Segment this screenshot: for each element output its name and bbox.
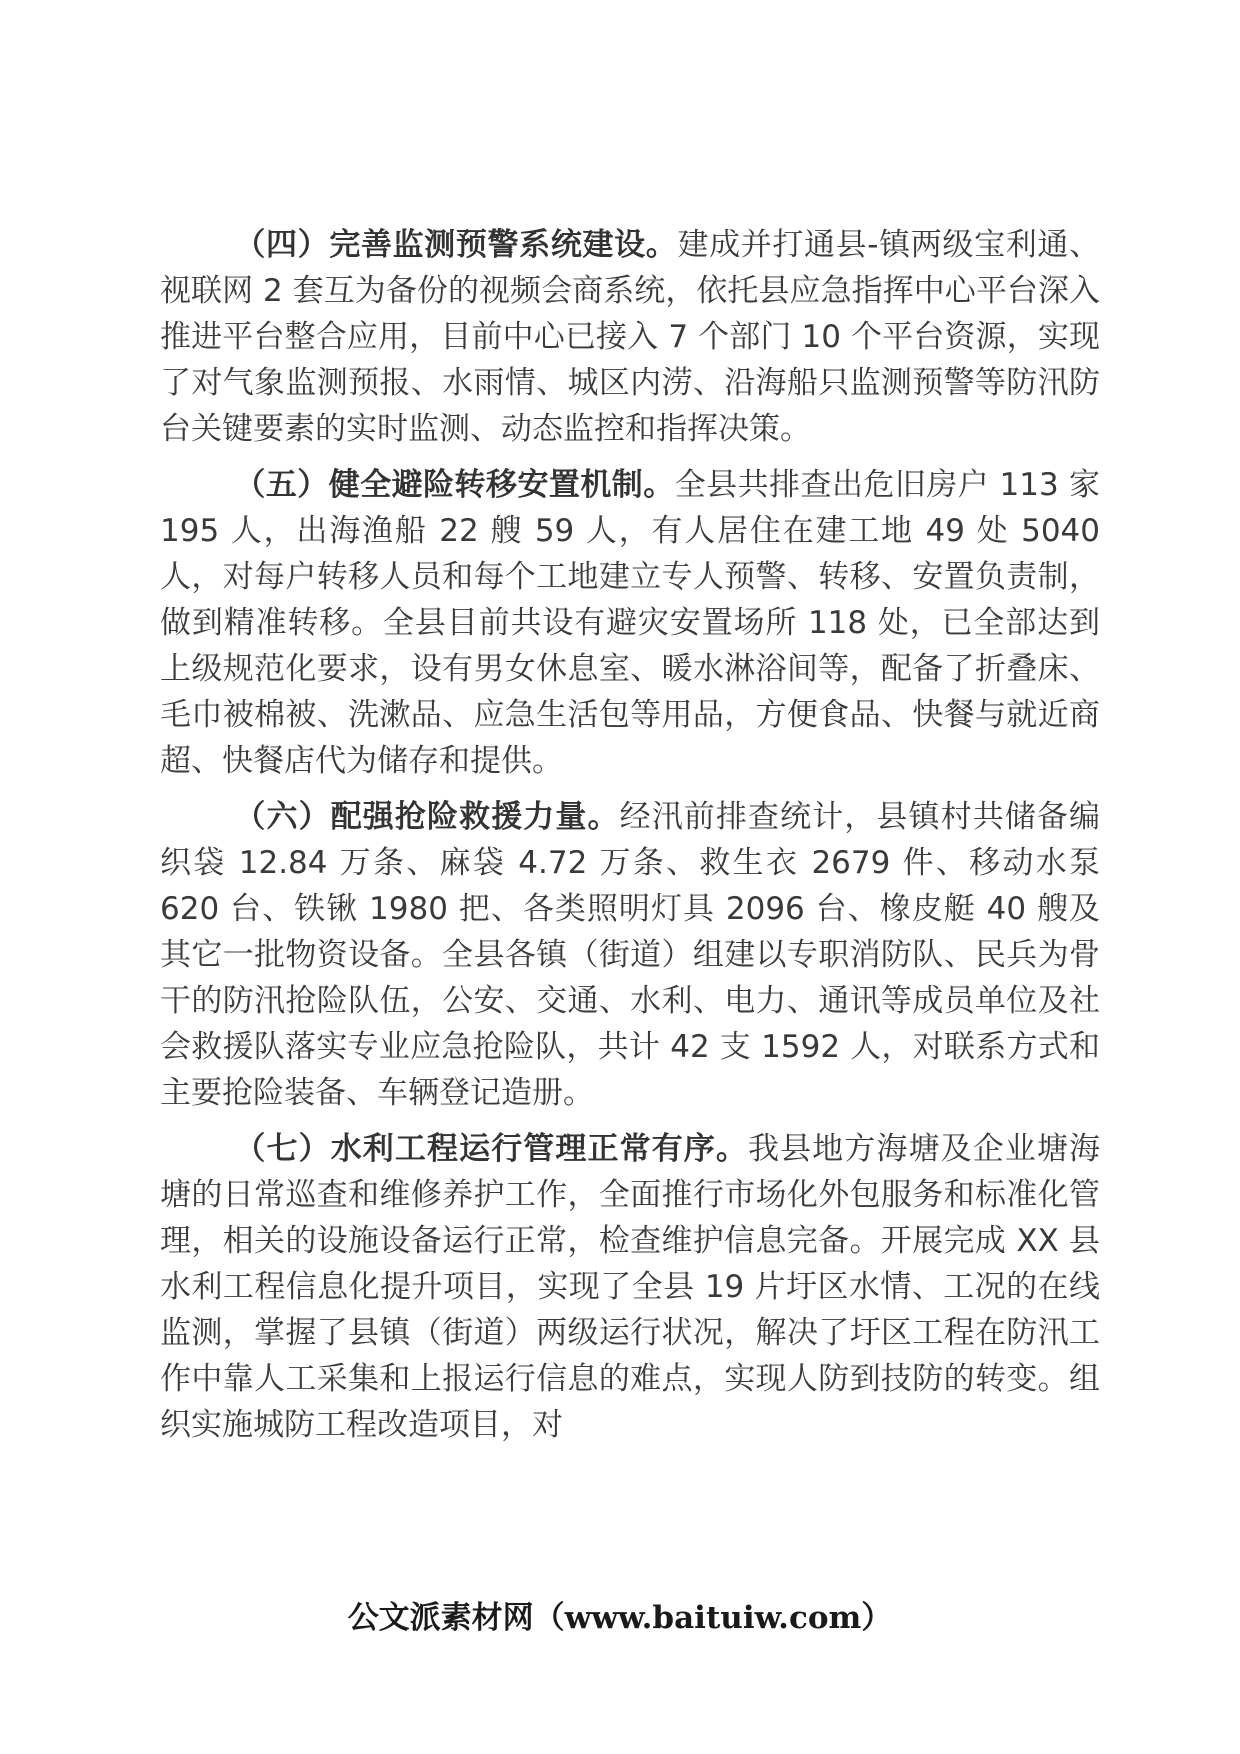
section-heading: （四）完善监测预警系统建设。 [234, 227, 678, 263]
paragraph-section-6 [160, 794, 1100, 1116]
paragraph-section-7 [160, 1126, 1100, 1448]
section-body: 建成并打通县-镇两级宝利通、视联网 2 套互为备份的视频会商系统，依托县应急指挥中心平台深入推进平台整合应用，目前中心已接入 7 个部门 10 个平台资源，实现了对气象监测预报、水雨情、城区内涝、沿海船只监测预警等防汛防台关键要素的实时监测、动态监控和指挥决策。 [160, 227, 1101, 447]
document-body [160, 222, 1100, 1458]
paragraph-section-4 [160, 222, 1100, 452]
section-body: 经汛前排查统计，县镇村共储备编织袋 12.84 万条、麻袋 4.72 万条、救生衣 2679 件、移动水泵 620 台、铁锹 1980 把、各类照明灯具 2096 台、橡皮艇 40 艘及其它一批物资设备。全县各镇（街道）组建以专职消防队、民兵为骨干的防汛抢险队伍，公安、交通、水利、电力、通讯等成员单位及社会救援队落实专业应急抢险队，共计 42 支 1592 人，对联系方式和主要抢险装备、车辆登记造册。 [160, 799, 1100, 1111]
section-body: 全县共排查出危旧房户 113 家 195 人，出海渔船 22 艘 59 人，有人居住在建工地 49 处 5040 人，对每户转移人员和每个工地建立专人预警、转移、安置负责制，做到精准转移。全县目前共设有避灾安置场所 118 处，已全部达到上级规范化要求，设有男女休息室、暖水淋浴间等，配备了折叠床、毛巾被棉被、洗漱品、应急生活包等用品，方便食品、快餐与就近商超、快餐店代为储存和提供。 [160, 467, 1100, 779]
section-heading: （七）水利工程运行管理正常有序。 [234, 1131, 748, 1167]
section-heading: （六）配强抢险救援力量。 [234, 799, 620, 835]
paragraph-section-5 [160, 462, 1100, 784]
page-footer-source: 公文派素材网（www.baituiw.com） [347, 1600, 893, 1636]
section-body: 我县地方海塘及企业塘海塘的日常巡查和维修养护工作，全面推行市场化外包服务和标准化管理，相关的设施设备运行正常，检查维护信息完备。开展完成 XX 县水利工程信息化提升项目，实现了全县 19 片圩区水情、工况的在线监测，掌握了县镇（街道）两级运行状况，解决了圩区工程在防汛工作中靠人工采集和上报运行信息的难点，实现人防到技防的转变。组织实施城防工程改造项目，对 [160, 1131, 1101, 1443]
section-heading: （五）健全避险转移安置机制。 [234, 467, 675, 503]
